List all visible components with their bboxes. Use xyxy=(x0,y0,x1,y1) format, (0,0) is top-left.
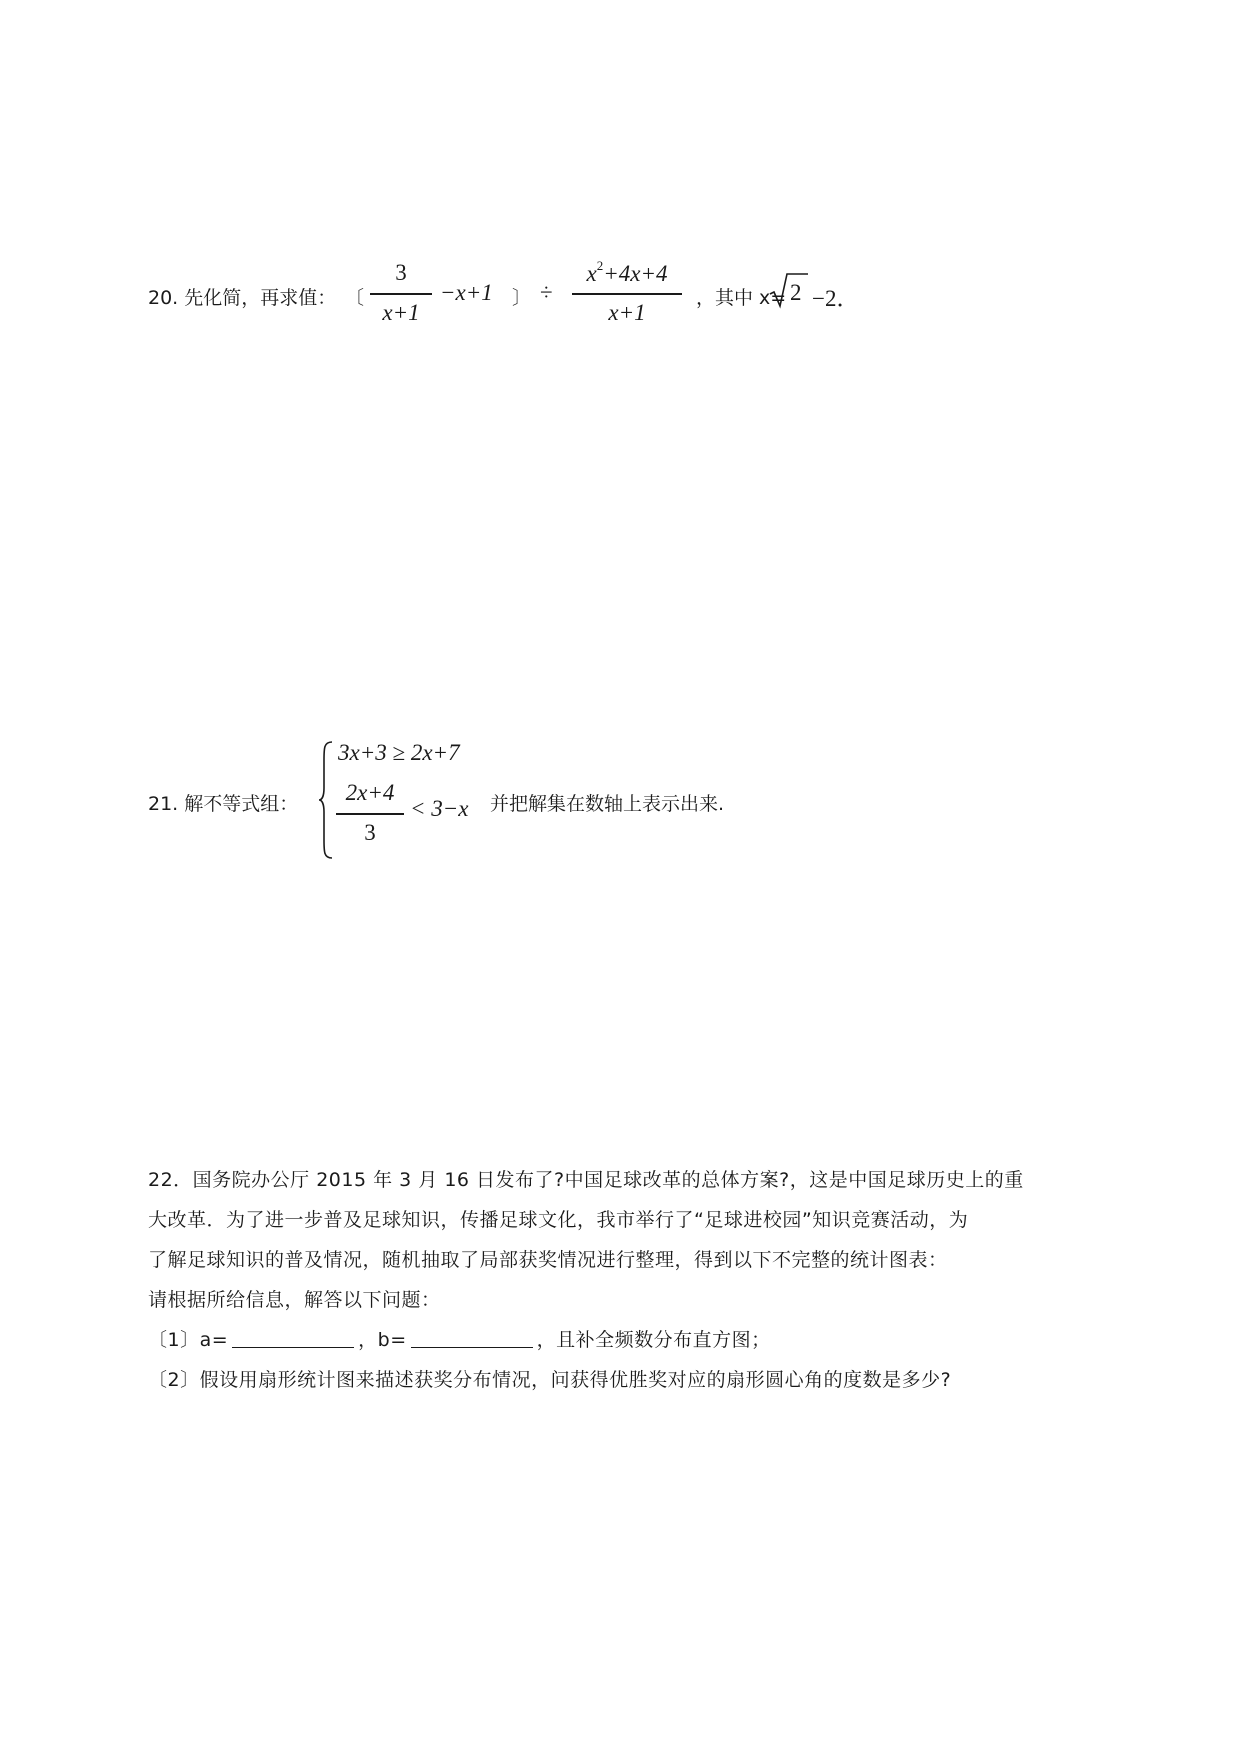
q21-inequality-1: 3x+3 ≥ 2x+7 xyxy=(338,740,460,765)
q22-part1-tail: ，且补全频数分布直方图； xyxy=(536,1329,771,1351)
q20-right-paren: 〕 xyxy=(512,287,532,309)
question-22 xyxy=(148,1160,1098,1400)
q20-sqrt-radicand: 2 xyxy=(790,280,802,305)
q20-fraction-1 xyxy=(370,260,432,340)
q22-line-3: 了解足球知识的普及情况，随机抽取了局部获奖情况进行整理，得到以下不完整的统计图表： xyxy=(148,1249,948,1271)
q21-frac-numerator: 2x+4 xyxy=(345,780,395,805)
q21-frac-bar xyxy=(336,813,404,815)
left-brace-icon xyxy=(318,740,334,860)
q21-tail: 并把解集在数轴上表示出来. xyxy=(490,793,725,815)
q21-fraction xyxy=(336,780,404,860)
q20-label: 20. 先化简，再求值： xyxy=(148,287,337,309)
q22-line-2: 大改革．为了进一步普及足球知识，传播足球文化，我市举行了“足球进校园”知识竞赛活动，为 xyxy=(148,1209,969,1231)
q20-frac1-bar xyxy=(370,293,432,295)
q22-part-2: 〔2〕假设用扇形统计图来描述获奖分布情况，问获得优胜奖对应的扇形圆心角的度数是多少? xyxy=(148,1369,952,1391)
q22-line-1: 22．国务院办公厅 2015 年 3 月 16 日发布了?中国足球改革的总体方案?，这是中国足球历史上的重 xyxy=(148,1169,1024,1191)
q21-frac-denominator: 3 xyxy=(364,820,376,845)
q20-divide-sign: ÷ xyxy=(540,280,553,305)
q21-label: 21. 解不等式组： xyxy=(148,793,299,815)
q22-part1-a-label: 〔1〕a= xyxy=(148,1329,229,1351)
question-21 xyxy=(148,740,1048,860)
q20-frac1-denominator: x+1 xyxy=(382,300,420,325)
q22-part-1 xyxy=(148,1320,1098,1360)
q20-frac2-base: x xyxy=(586,261,597,286)
answer-blank-b[interactable] xyxy=(411,1329,533,1348)
answer-blank-a[interactable] xyxy=(232,1329,354,1348)
q20-tail: −2． xyxy=(812,286,860,311)
sqrt-sign-icon xyxy=(768,272,808,312)
q20-frac2-denominator: x+1 xyxy=(608,300,646,325)
q20-where-text: ，其中 x= xyxy=(696,287,787,309)
q21-inequality-2-rest: < 3−x xyxy=(410,796,469,821)
q22-line-4: 请根据所给信息，解答以下问题： xyxy=(148,1289,441,1311)
q20-fraction-2 xyxy=(572,254,682,340)
q20-frac2-numerator xyxy=(572,258,682,287)
q20-left-paren: 〔 xyxy=(345,287,365,309)
question-20 xyxy=(148,258,1148,428)
q20-frac2-exponent: 2 xyxy=(596,258,604,273)
q20-frac2-bar xyxy=(572,293,682,295)
q20-frac2-rest: +4x+4 xyxy=(603,261,668,286)
q22-part1-b-label: ，b= xyxy=(358,1329,407,1351)
q20-frac1-numerator: 3 xyxy=(395,260,407,285)
q20-middle-expression: −x+1 xyxy=(440,280,493,305)
